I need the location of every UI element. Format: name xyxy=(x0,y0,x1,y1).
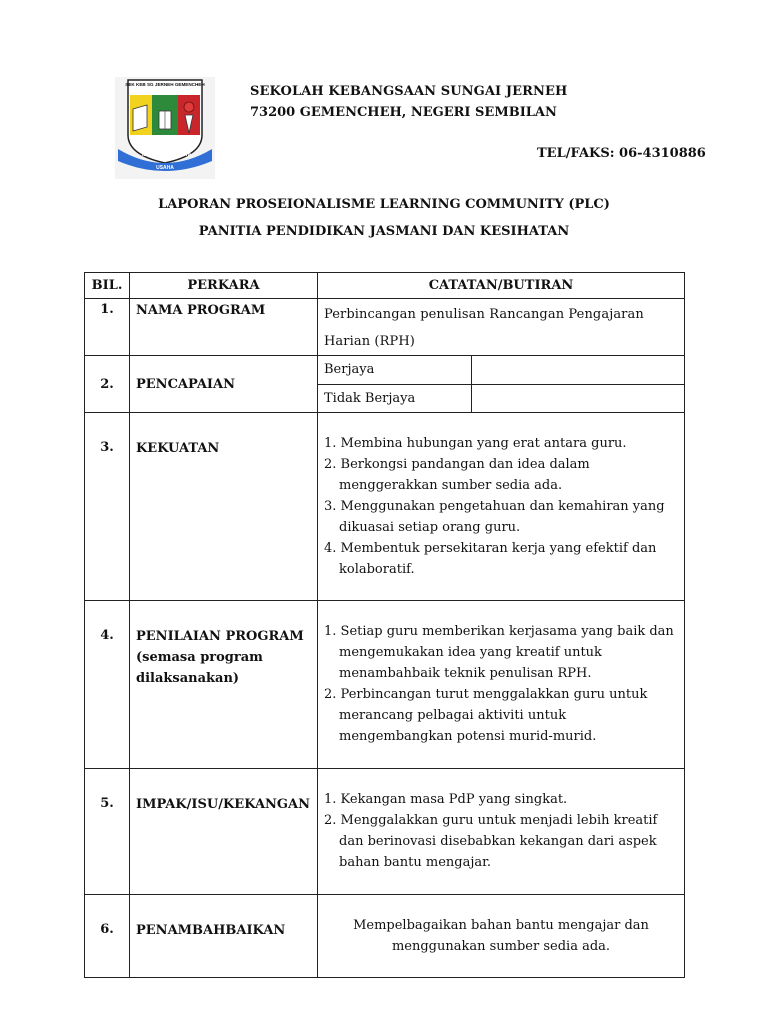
report-title: LAPORAN PROSEIONALISME LEARNING COMMUNITY (PLC) xyxy=(158,197,610,212)
kekuatan-list xyxy=(324,433,678,580)
row-catatan: Perbincangan penulisan Rancangan Pengajaran Harian (RPH) xyxy=(324,307,644,349)
plc-report-table xyxy=(84,272,685,978)
list-item: 2. Berkongsi pandangan dan idea dalam menggerakkan sumber sedia ada. xyxy=(324,457,590,493)
row-perkara: PENAMBAHBAIKAN xyxy=(130,895,318,978)
status-tidak-berjaya-label: Tidak Berjaya xyxy=(318,384,471,412)
crest-motto-right: JAYA xyxy=(179,152,192,158)
list-item: 1. Setiap guru memberikan kerjasama yang baik dan mengemukakan idea yang kreatif untuk menambahbaik teknik penulisan RPH. xyxy=(324,624,674,681)
table-header-row xyxy=(85,273,685,299)
row-number: 2. xyxy=(85,356,130,413)
table-row xyxy=(85,356,685,413)
crest-motto-left: ILMU xyxy=(142,152,155,158)
report-subtitle: PANITIA PENDIDIKAN JASMANI DAN KESIHATAN xyxy=(198,224,570,239)
impak-list xyxy=(324,789,678,873)
crest-motto-top: SEK KEB SG JERNEH GEMENCHEH xyxy=(125,82,205,87)
table-row xyxy=(85,769,685,895)
row-perkara: IMPAK/ISU/KEKANGAN xyxy=(130,769,318,895)
row-perkara: PENCAPAIAN xyxy=(130,356,318,413)
row-number: 1. xyxy=(85,299,130,356)
school-name: SEKOLAH KEBANGSAAN SUNGAI JERNEH xyxy=(250,84,568,99)
table-row xyxy=(85,413,685,601)
school-address: 73200 GEMENCHEH, NEGERI SEMBILAN xyxy=(250,105,557,120)
status-tidak-berjaya-value xyxy=(471,384,684,412)
header-bil: BIL. xyxy=(85,273,130,299)
list-item: 1. Membina hubungan yang erat antara guru. xyxy=(324,436,627,451)
table-row xyxy=(85,299,685,356)
table-row xyxy=(85,895,685,978)
achievement-status-table xyxy=(318,356,684,412)
list-item: 3. Menggunakan pengetahuan dan kemahiran yang dikuasai setiap orang guru. xyxy=(324,499,665,535)
crest-motto-bottom: USAHA xyxy=(156,165,174,171)
row-perkara: KEKUATAN xyxy=(130,413,318,601)
row-number: 5. xyxy=(85,769,130,895)
telephone-fax: TEL/FAKS: 06-4310886 xyxy=(537,146,706,161)
header-catatan: CATATAN/BUTIRAN xyxy=(318,273,685,299)
status-berjaya-label: Berjaya xyxy=(318,356,471,384)
school-crest-logo xyxy=(115,77,215,179)
header-perkara: PERKARA xyxy=(130,273,318,299)
penilaian-list xyxy=(324,621,678,747)
list-item: 2. Perbincangan turut menggalakkan guru untuk merancang pelbagai aktiviti untuk mengembangkan potensi murid-murid. xyxy=(324,687,648,744)
list-item: 4. Membentuk persekitaran kerja yang efektif dan kolaboratif. xyxy=(324,541,657,577)
row-number: 4. xyxy=(85,601,130,769)
status-berjaya-value xyxy=(471,356,684,384)
row-catatan: Mempelbagaikan bahan bantu mengajar dan menggunakan sumber sedia ada. xyxy=(318,895,685,978)
row-perkara: PENILAIAN PROGRAM (semasa program dilaksanakan) xyxy=(130,601,318,769)
row-perkara: NAMA PROGRAM xyxy=(130,299,318,356)
list-item: 2. Menggalakkan guru untuk menjadi lebih kreatif dan berinovasi disebabkan kekangan dari aspek bahan bantu mengajar. xyxy=(324,813,658,870)
row-number: 6. xyxy=(85,895,130,978)
list-item: 1. Kekangan masa PdP yang singkat. xyxy=(324,792,568,807)
table-row xyxy=(85,601,685,769)
row-number: 3. xyxy=(85,413,130,601)
